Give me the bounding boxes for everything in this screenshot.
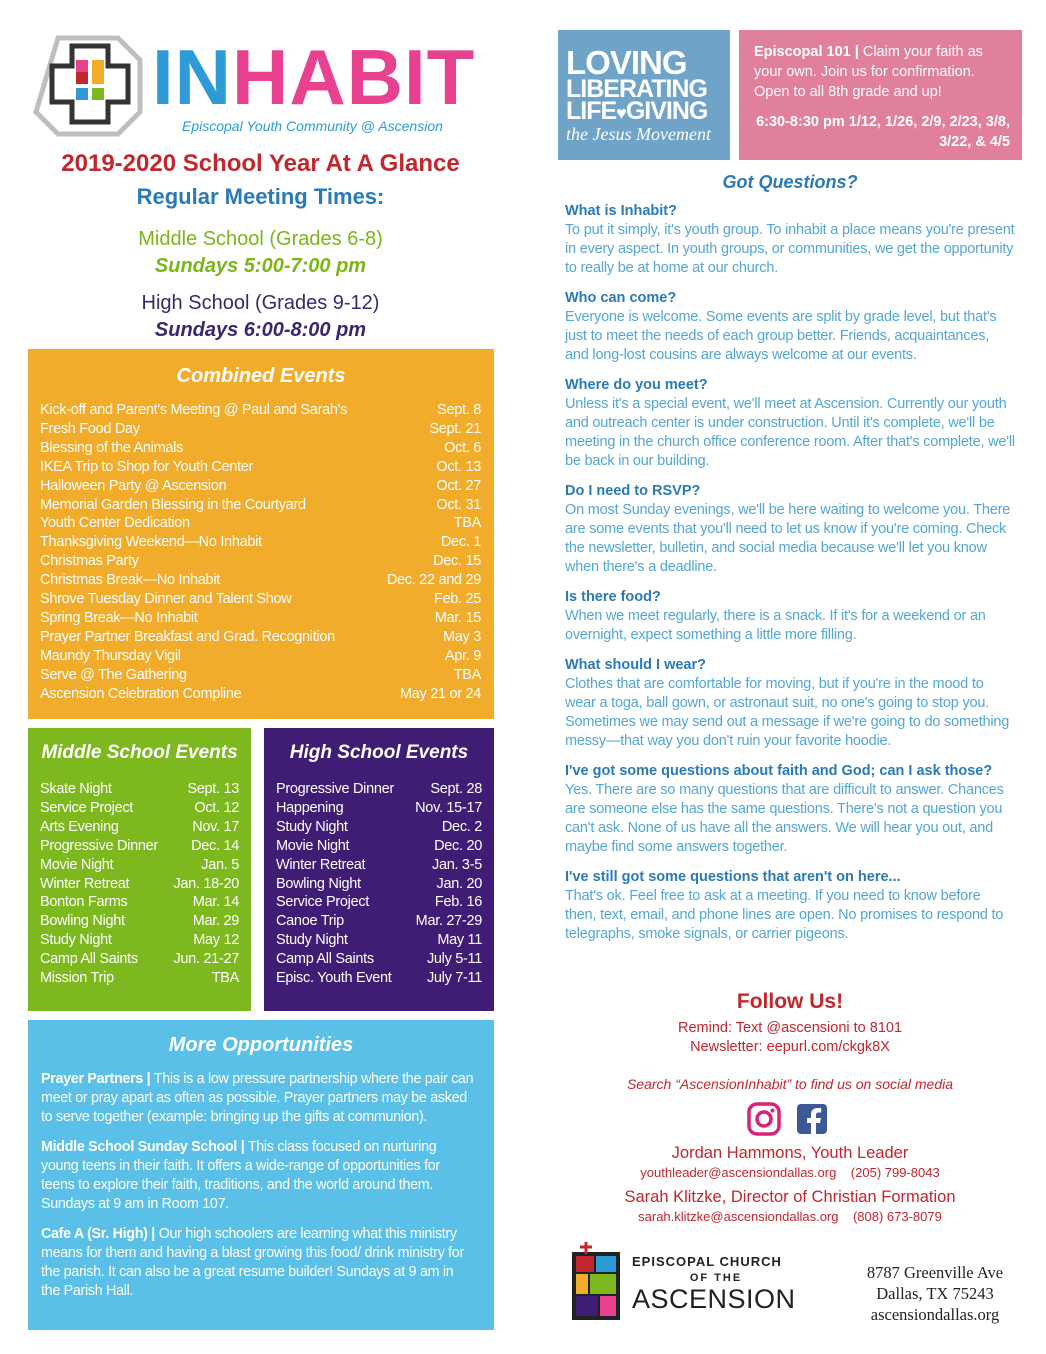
- event-name: Service Project: [276, 894, 370, 911]
- event-name: Memorial Garden Blessing in the Courtyard: [40, 496, 306, 513]
- contact-phone[interactable]: (808) 673-8079: [852, 1209, 942, 1224]
- event-row: [40, 514, 481, 533]
- event-row: [40, 647, 481, 666]
- event-name: Canoe Trip: [276, 913, 344, 930]
- event-date: Mar. 15: [434, 609, 481, 626]
- liberating-line: LIBERATING: [566, 75, 707, 103]
- event-name: Christmas Party: [40, 553, 139, 570]
- follow-us-heading: Follow Us!: [736, 990, 844, 1013]
- event-date: Dec. 22 and 29: [386, 572, 481, 589]
- newsletter-link[interactable]: Newsletter: eepurl.com/ckgk8X: [690, 1039, 890, 1055]
- faq-answer: Yes. There are so many questions that are difficult to answer. Chances are someone else has the same questions. There's not a question you can't ask. None of us have all the answers. We will hear you out, and maybe find some answers together.: [565, 782, 1004, 855]
- address-street: 8787 Greenville Ave: [866, 1263, 1004, 1282]
- event-name: Bowling Night: [276, 875, 361, 892]
- faq-item: [565, 289, 1015, 365]
- instagram-icon[interactable]: [749, 1104, 779, 1134]
- event-name: Kick-off and Parent's Meeting @ Paul and Sarah's: [40, 402, 348, 418]
- faq-answer: On most Sunday evenings, we'll be here waiting to welcome you. There are some events that you'll need to let us know if you're coming. Check the newsletter, bulletin, and social media because we'll let you know when there's a deadline.: [565, 502, 1011, 575]
- event-date: Mar. 29: [192, 913, 239, 930]
- church-name-line2: OF THE: [689, 1272, 743, 1284]
- combined-events-title: Combined Events: [176, 365, 346, 387]
- event-name: Episc. Youth Event: [276, 970, 392, 987]
- event-date: Oct. 12: [194, 799, 239, 816]
- event-row: [40, 799, 239, 818]
- event-date: Sept. 13: [187, 781, 239, 797]
- event-date: May 12: [193, 932, 239, 949]
- event-date: May 21 or 24: [399, 685, 481, 702]
- facebook-icon[interactable]: [797, 1104, 827, 1134]
- event-date: Mar. 14: [192, 894, 239, 911]
- event-name: Arts Evening: [40, 818, 119, 835]
- faq-item: [565, 482, 1015, 577]
- event-name: Halloween Party @ Ascension: [40, 477, 227, 494]
- church-logo: [570, 1242, 805, 1322]
- event-date: Mar. 27-29: [415, 913, 482, 930]
- contact-email[interactable]: sarah.klitzke@ascensiondallas.org: [638, 1209, 839, 1224]
- faq-item: [565, 762, 1015, 857]
- social-search-text: Search “AscensionInhabit” to find us on social media: [626, 1076, 954, 1092]
- event-date: Feb. 16: [434, 894, 482, 911]
- episcopal-101-label: Episcopal 101 |: [754, 44, 859, 60]
- event-date: Feb. 25: [433, 591, 481, 608]
- opportunity-text: This is a low pressure partnership where the pair can meet or pray apart as often as possible. Prayer partners may be asked to serve together (example: bringing up the gifts at communion).: [41, 1071, 474, 1125]
- event-date: Apr. 9: [444, 647, 481, 664]
- faq-answer: Clothes that are comfortable for moving, but if you're in the mood to wear a toga, ball gown, or astronaut suit, no one's going to stop you. Sometimes we may send out a message if we're going to do something messy—that way you don't ruin your favorite hoodie.: [565, 676, 1010, 749]
- event-date: Oct. 13: [436, 458, 481, 475]
- got-questions-heading: Got Questions?: [722, 172, 858, 192]
- event-row: [276, 893, 482, 912]
- event-row: [40, 780, 239, 799]
- faq-answer: When we meet regularly, there is a snack. If it's for a weekend or an overnight, expect something a little more filling.: [565, 608, 986, 643]
- event-row: [40, 931, 239, 950]
- high-school-events-list: [276, 780, 482, 988]
- spacer: [836, 1165, 850, 1180]
- school-year-heading: 2019-2020 School Year At A Glance: [61, 150, 460, 177]
- event-row: [40, 458, 481, 477]
- event-row: [40, 533, 481, 552]
- event-row: [40, 477, 481, 496]
- event-row: [276, 912, 482, 931]
- faq-item: [565, 588, 1015, 645]
- event-name: Camp All Saints: [276, 951, 374, 968]
- event-date: Dec. 2: [441, 818, 482, 835]
- faq-question: Do I need to RSVP?: [565, 483, 701, 499]
- church-name-line1: EPISCOPAL CHURCH: [632, 1254, 782, 1269]
- event-name: Progressive Dinner: [276, 781, 394, 797]
- episcopal-101-dates: 6:30-8:30 pm 1/12, 1/26, 2/9, 2/23, 3/8, 3/22, & 4/5: [756, 114, 1010, 150]
- contact-name: Sarah Klitzke, Director of Christian Formation: [624, 1188, 956, 1206]
- event-date: TBA: [453, 666, 481, 683]
- opportunity-label: Middle School Sunday School |: [41, 1139, 245, 1155]
- event-name: Thanksgiving Weekend—No Inhabit: [40, 534, 262, 551]
- address-city: Dallas, TX 75243: [876, 1284, 994, 1303]
- event-row: [40, 685, 481, 704]
- event-row: [40, 856, 239, 875]
- event-date: Dec. 15: [433, 553, 481, 570]
- jesus-movement-line: the Jesus Movement: [566, 124, 711, 144]
- event-name: Bowling Night: [40, 913, 125, 930]
- event-name: Happening: [276, 799, 344, 816]
- event-name: Christmas Break—No Inhabit: [40, 572, 220, 589]
- event-date: July 5-11: [426, 951, 482, 968]
- event-row: [276, 856, 482, 875]
- event-name: Prayer Partner Breakfast and Grad. Recognition: [40, 628, 335, 645]
- event-row: [40, 969, 239, 988]
- event-date: Jan. 20: [436, 875, 482, 892]
- event-date: May 3: [443, 628, 481, 645]
- event-row: [276, 799, 482, 818]
- faq-item: [565, 656, 1015, 751]
- event-date: Jan. 18-20: [173, 875, 239, 892]
- event-row: [40, 837, 239, 856]
- event-name: Movie Night: [40, 856, 114, 873]
- faq-answer: Unless it's a special event, we'll meet at Ascension. Currently our youth and outreach center is under construction. Until it's complete, we'll be meeting in the church office conference room. After that's complete, we'll be back in our building.: [565, 396, 1015, 469]
- event-date: May 11: [437, 932, 482, 949]
- event-row: [276, 875, 482, 894]
- event-row: [276, 837, 482, 856]
- event-name: Study Night: [276, 932, 348, 949]
- event-row: [40, 420, 481, 439]
- event-date: Oct. 31: [436, 496, 481, 513]
- life-word: LIFE: [566, 97, 617, 125]
- event-date: Nov. 17: [192, 818, 239, 835]
- event-row: [40, 950, 239, 969]
- event-name: Camp All Saints: [40, 951, 138, 968]
- event-name: Youth Center Dedication: [40, 515, 190, 532]
- event-date: TBA: [453, 515, 481, 532]
- faq-question: What should I wear?: [565, 657, 706, 673]
- opportunity-text: Our high schoolers are learning what this ministry means for them and having a blast growing this food/ drink ministry for the parish. It can also be a great resume builder! Sundays at 9 am in the Parish Hall.: [41, 1226, 464, 1299]
- faq-question: Is there food?: [565, 589, 661, 605]
- event-name: Shrove Tuesday Dinner and Talent Show: [40, 591, 292, 608]
- contact-name: Jordan Hammons, Youth Leader: [671, 1144, 909, 1162]
- event-name: Study Night: [40, 932, 112, 949]
- event-name: Fresh Food Day: [40, 420, 140, 437]
- combined-events-box: [28, 349, 494, 719]
- event-name: Movie Night: [276, 837, 350, 854]
- event-row: [40, 552, 481, 571]
- faq-answer: To put it simply, it's youth group. To inhabit a place means you're present in every aspect. In youth groups, or communities, we get the opportunity to really be at home at our church.: [565, 222, 1015, 276]
- faq-item: [565, 202, 1015, 278]
- event-name: Winter Retreat: [276, 856, 366, 873]
- episcopal-101-description: [754, 42, 1010, 102]
- event-name: Progressive Dinner: [40, 837, 158, 854]
- event-row: [276, 969, 482, 988]
- event-date: Dec. 20: [434, 837, 482, 854]
- event-row: [40, 818, 239, 837]
- event-date: Oct. 6: [444, 439, 481, 456]
- follow-links: [558, 1019, 1022, 1057]
- high-school-title: High School (Grades 9-12): [141, 292, 380, 314]
- event-name: Serve @ The Gathering: [40, 666, 187, 683]
- church-address: [850, 1262, 1020, 1325]
- event-row: [40, 875, 239, 894]
- contact-phone[interactable]: (205) 799-8043: [850, 1165, 940, 1180]
- more-opportunities-list: [41, 1070, 476, 1312]
- episcopal-101-text: Claim your faith as your own. Join us for confirmation. Open to all 8th grade and up!: [754, 44, 983, 100]
- event-name: Service Project: [40, 799, 134, 816]
- logo-tagline: Episcopal Youth Community @ Ascension: [182, 118, 443, 134]
- contact-info: [558, 1163, 1022, 1183]
- high-school-time: Sundays 6:00-8:00 pm: [154, 319, 367, 341]
- inhabit-wordmark: INHABIT: [152, 33, 476, 121]
- loving-liberating-banner: [558, 30, 730, 160]
- opportunity-label: Prayer Partners |: [41, 1071, 151, 1087]
- middle-school-events-box: [28, 728, 251, 1011]
- combined-events-list: [40, 401, 481, 704]
- middle-school-events-list: [40, 780, 239, 988]
- faq-list: [565, 202, 1015, 955]
- event-row: [40, 439, 481, 458]
- high-school-events-box: [264, 728, 494, 1011]
- opportunity-item: [41, 1070, 476, 1127]
- event-row: [276, 931, 482, 950]
- event-name: Bonton Farms: [40, 894, 128, 911]
- event-date: Jan. 5: [201, 856, 239, 873]
- opportunity-text: This class focused on nurturing young teens in their faith. It offers a wide-range of opportunities for teens to explore their faith, traditions, and the world around them. Sundays at 9 am in Room 107.: [41, 1139, 440, 1212]
- event-row: [40, 912, 239, 931]
- middle-school-title: Middle School (Grades 6-8): [138, 228, 383, 250]
- church-window-icon: [570, 1242, 622, 1322]
- heart-icon: ♥: [616, 103, 626, 123]
- opportunity-item: [41, 1138, 476, 1214]
- event-name: IKEA Trip to Shop for Youth Center: [40, 458, 254, 475]
- event-date: Sept. 28: [430, 781, 482, 797]
- event-row: [40, 609, 481, 628]
- contact-email[interactable]: youthleader@ascensiondallas.org: [640, 1165, 837, 1180]
- loving-line: LOVING: [566, 44, 687, 81]
- contacts: [558, 1143, 1022, 1231]
- event-row: [276, 950, 482, 969]
- event-name: Study Night: [276, 818, 348, 835]
- event-date: Nov. 15-17: [415, 799, 482, 816]
- event-date: Jan. 3-5: [432, 856, 482, 873]
- event-date: Jun. 21-27: [173, 951, 239, 968]
- opportunity-item: [41, 1225, 476, 1301]
- event-row: [40, 571, 481, 590]
- faq-item: [565, 376, 1015, 471]
- event-name: Skate Night: [40, 781, 112, 797]
- event-row: [40, 628, 481, 647]
- event-row: [276, 780, 482, 799]
- event-date: July 7-11: [426, 970, 482, 987]
- event-row: [40, 496, 481, 515]
- event-date: Dec. 14: [191, 837, 239, 854]
- event-date: Oct. 27: [436, 477, 481, 494]
- faq-question: I've got some questions about faith and God; can I ask those?: [565, 763, 993, 779]
- giving-word: GIVING: [625, 97, 708, 125]
- faq-question: I've still got some questions that aren't on here...: [565, 869, 901, 885]
- event-date: Sept. 21: [429, 420, 481, 437]
- opportunity-label: Cafe A (Sr. High) |: [41, 1226, 156, 1242]
- event-row: [276, 818, 482, 837]
- event-name: Maundy Thursday Vigil: [40, 647, 181, 664]
- event-date: Sept. 8: [437, 402, 481, 418]
- more-opportunities-title: More Opportunities: [168, 1034, 354, 1056]
- event-row: [40, 666, 481, 685]
- event-name: Spring Break—No Inhabit: [40, 609, 198, 626]
- regular-meeting-heading: Regular Meeting Times:: [136, 184, 385, 209]
- event-date: Dec. 1: [440, 534, 481, 551]
- faq-question: What is Inhabit?: [565, 203, 677, 219]
- event-name: Winter Retreat: [40, 875, 130, 892]
- faq-answer: That's ok. Feel free to ask at a meeting. If you need to know before then, text, email, and phone lines are open. No promises to respond to telegraphs, smoke signals, or carrier pigeons.: [565, 888, 1004, 942]
- faq-question: Who can come?: [565, 290, 677, 306]
- contact-info: [558, 1207, 1022, 1227]
- church-name-line3: ASCENSION: [632, 1284, 796, 1314]
- event-date: TBA: [211, 970, 239, 987]
- remind-text: Remind: Text @ascensioni to 8101: [677, 1020, 903, 1036]
- more-opportunities-box: [28, 1020, 494, 1330]
- event-row: [40, 401, 481, 420]
- high-school-events-title: High School Events: [289, 742, 469, 763]
- event-row: [40, 893, 239, 912]
- website-link[interactable]: ascensiondallas.org: [870, 1305, 1000, 1324]
- faq-question: Where do you meet?: [565, 377, 708, 393]
- event-name: Blessing of the Animals: [40, 439, 184, 456]
- event-row: [40, 590, 481, 609]
- event-name: Ascension Celebration Compline: [40, 685, 242, 702]
- faq-item: [565, 868, 1015, 944]
- event-name: Mission Trip: [40, 970, 114, 987]
- spacer: [839, 1209, 853, 1224]
- social-icons: [745, 1100, 835, 1140]
- episcopal-101-box: [739, 30, 1022, 160]
- middle-school-events-title: Middle School Events: [41, 742, 238, 763]
- faq-answer: Everyone is welcome. Some events are split by grade level, but that's just to meet the needs of each group better. Friends, acquaintances, and long-lost cousins are always welcome at our events.: [565, 309, 997, 363]
- middle-school-time: Sundays 5:00-7:00 pm: [154, 255, 367, 277]
